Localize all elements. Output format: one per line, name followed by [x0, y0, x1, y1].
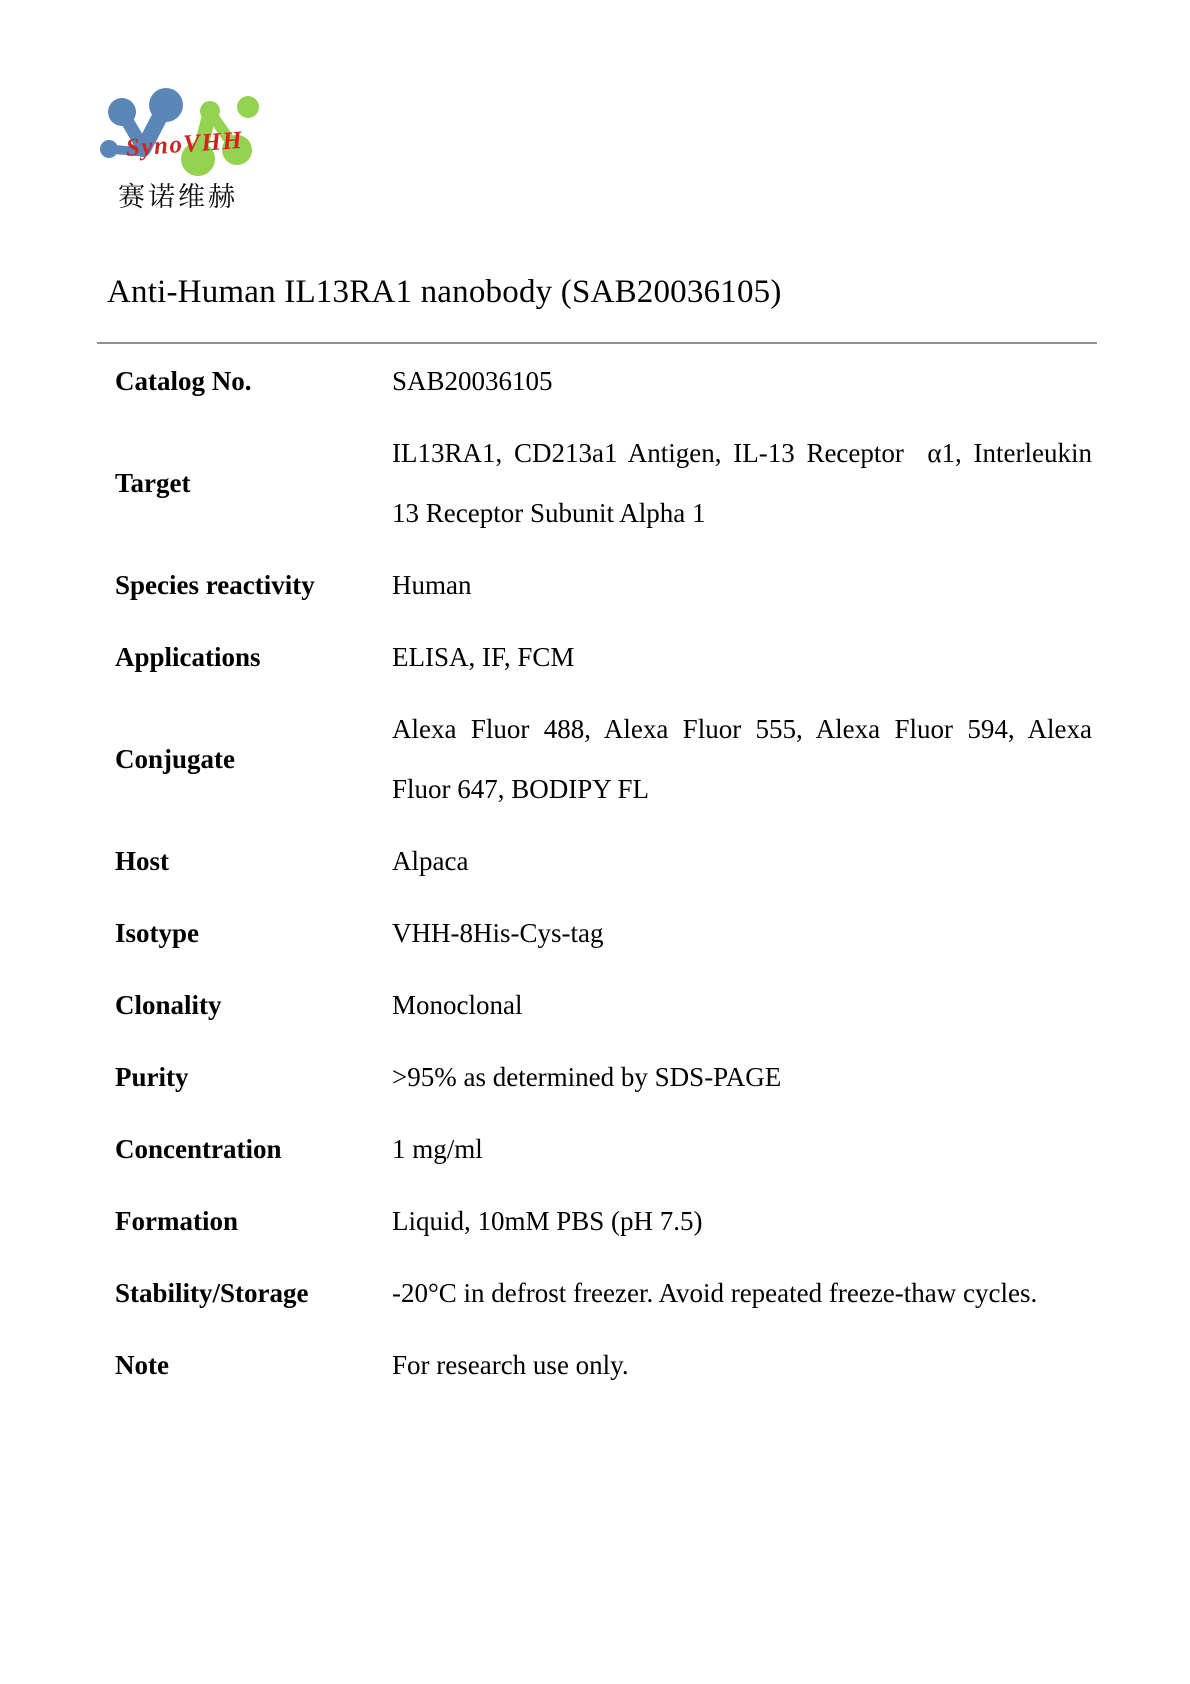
- value-line: Fluor 647, BODIPY FL: [392, 774, 650, 804]
- value-line: IL13RA1, CD213a1 Antigen, IL-13 Receptor α1, Interleukin: [392, 438, 1092, 468]
- divider-rule: [97, 342, 1097, 344]
- row-value: [392, 1335, 1092, 1395]
- logo-blobs-graphic: [98, 86, 270, 182]
- table-row: [115, 693, 1097, 825]
- table-row: [115, 417, 1097, 549]
- value-line: Liquid, 10mM PBS (pH 7.5): [392, 1206, 703, 1236]
- row-label: Stability/Storage: [115, 1278, 309, 1308]
- value-line: Alpaca: [392, 846, 469, 876]
- value-line: For research use only.: [392, 1350, 629, 1380]
- table-row: [115, 825, 1097, 897]
- row-value: [392, 1047, 1092, 1107]
- row-value: [392, 903, 1092, 963]
- table-row: [115, 1041, 1097, 1113]
- value-line: ELISA, IF, FCM: [392, 642, 575, 672]
- row-label: Concentration: [115, 1134, 282, 1164]
- row-value: [392, 699, 1092, 819]
- value-line: Human: [392, 570, 472, 600]
- table-row: [115, 969, 1097, 1041]
- row-label: Isotype: [115, 918, 200, 948]
- row-label: Conjugate: [115, 744, 235, 774]
- value-line: Alexa Fluor 488, Alexa Fluor 555, Alexa Fluor 594, Alexa: [392, 714, 1092, 744]
- row-value: [392, 627, 1092, 687]
- table-row: [115, 1257, 1097, 1329]
- logo-cjk-text: 赛诺维赫: [118, 182, 238, 212]
- row-value: [392, 1263, 1092, 1323]
- row-value: [392, 975, 1092, 1035]
- table-row: [115, 345, 1097, 417]
- row-value: [392, 423, 1092, 543]
- table-row: [115, 1113, 1097, 1185]
- row-value: [392, 555, 1092, 615]
- value-line: 1 mg/ml: [392, 1134, 483, 1164]
- row-label: Note: [115, 1350, 169, 1380]
- spec-table: [97, 345, 1097, 1401]
- row-value: [392, 831, 1092, 891]
- row-value: [392, 1191, 1092, 1251]
- table-row: [115, 897, 1097, 969]
- value-line: VHH-8His-Cys-tag: [392, 918, 604, 948]
- row-value: [392, 351, 1092, 411]
- row-label: Purity: [115, 1062, 189, 1092]
- table-row: [115, 549, 1097, 621]
- company-logo: [98, 86, 298, 212]
- value-line: SAB20036105: [392, 366, 553, 396]
- row-label: Species reactivity: [115, 570, 315, 600]
- table-row: [115, 621, 1097, 693]
- value-line: >95% as determined by SDS-PAGE: [392, 1062, 782, 1092]
- row-label: Catalog No.: [115, 366, 252, 396]
- row-value: [392, 1119, 1092, 1179]
- value-line: 13 Receptor Subunit Alpha 1: [392, 498, 706, 528]
- table-row: [115, 1329, 1097, 1401]
- page-title: Anti-Human IL13RA1 nanobody (SAB20036105): [107, 274, 782, 310]
- row-label: Host: [115, 846, 169, 876]
- table-row: [115, 1185, 1097, 1257]
- row-label: Applications: [115, 642, 261, 672]
- row-label: Target: [115, 468, 191, 498]
- value-line: -20°C in defrost freezer. Avoid repeated freeze-thaw cycles.: [392, 1278, 1038, 1308]
- row-label: Formation: [115, 1206, 238, 1236]
- value-line: Monoclonal: [392, 990, 523, 1020]
- row-label: Clonality: [115, 990, 222, 1020]
- logo-script-text: SynoVHH: [125, 126, 245, 162]
